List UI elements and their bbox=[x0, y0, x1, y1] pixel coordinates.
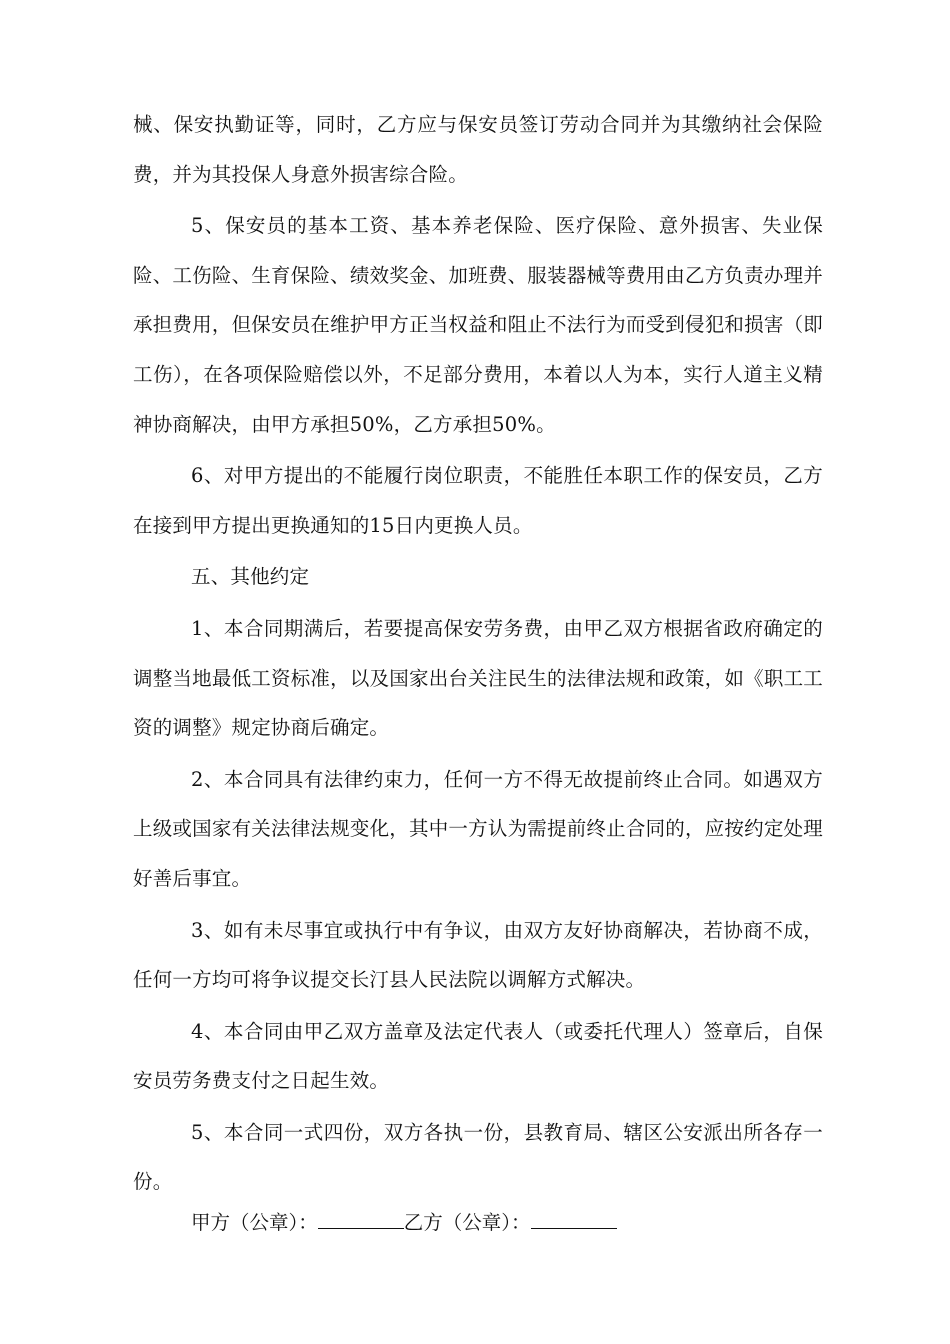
document-body bbox=[133, 100, 823, 1209]
paragraph-other-3: 3、如有未尽事宜或执行中有争议，由双方友好协商解决，若协商不成，任何一方均可将争议提交长汀县人民法院以调解方式解决。 bbox=[133, 918, 823, 992]
paragraph-other-4: 4、本合同由甲乙双方盖章及法定代表人（或委托代理人）签章后，自保安员劳务费支付之日起生效。 bbox=[133, 1019, 823, 1093]
party-a-label: 甲方（公章）： bbox=[191, 1211, 318, 1234]
paragraph-clause-6: 6、对甲方提出的不能履行岗位职责，不能胜任本职工作的保安员，乙方在接到甲方提出更换通知的15日内更换人员。 bbox=[133, 464, 823, 537]
paragraph-continuation: 械、保安执勤证等，同时，乙方应与保安员签订劳动合同并为其缴纳社会保险费，并为其投保人身意外损害综合险。 bbox=[133, 113, 823, 186]
paragraph-other-2: 2、本合同具有法律约束力，任何一方不得无故提前终止合同。如遇双方上级或国家有关法律法规变化，其中一方认为需提前终止合同的，应按约定处理好善后事宜。 bbox=[133, 767, 823, 890]
paragraph-other-1: 1、本合同期满后，若要提高保安劳务费，由甲乙双方根据省政府确定的调整当地最低工资标准，以及国家出台关注民生的法律法规和政策，如《职工工资的调整》规定协商后确定。 bbox=[133, 616, 823, 740]
paragraph-clause-5: 5、保安员的基本工资、基本养老保险、医疗保险、意外损害、失业保险、工伤险、生育保险、绩效奖金、加班费、服装器械等费用由乙方负责办理并承担费用，但保安员在维护甲方正当权益和阻止不法行为而受到侵犯和损害（即工伤），在各项保险赔偿以外，不足部分费用，本着以人为本，实行人道主义精神协商解决，由甲方承担50%，乙方承担50%。 bbox=[133, 214, 823, 436]
paragraph-other-5: 5、本合同一式四份，双方各执一份，县教育局、辖区公安派出所各存一份。 bbox=[133, 1120, 823, 1194]
party-b-label: 乙方（公章）： bbox=[403, 1211, 531, 1234]
section-heading-other-terms: 五、其他约定 bbox=[191, 565, 310, 589]
signature-line bbox=[191, 1203, 617, 1243]
party-b-blank bbox=[531, 1208, 617, 1229]
party-a-blank bbox=[318, 1208, 404, 1229]
